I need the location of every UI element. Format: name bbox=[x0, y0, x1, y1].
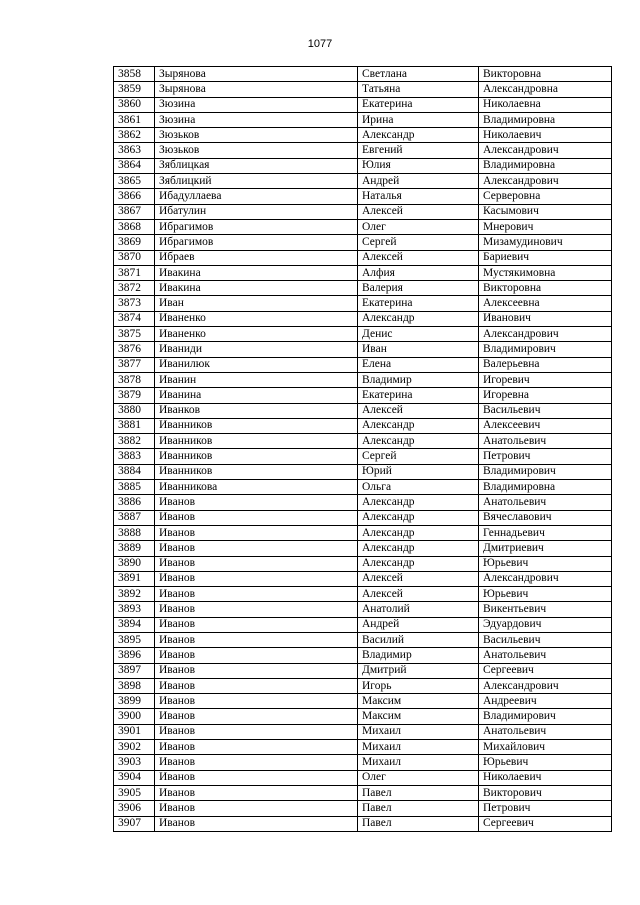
table-row bbox=[114, 495, 612, 510]
row-number-cell: 3890 bbox=[114, 556, 155, 571]
table-row bbox=[114, 357, 612, 372]
last-name-cell: Иванов bbox=[155, 785, 358, 800]
patronymic-cell: Игоревна bbox=[479, 388, 612, 403]
first-name-cell: Сергей bbox=[358, 449, 479, 464]
patronymic-cell: Алексеевна bbox=[479, 296, 612, 311]
patronymic-cell: Анатольевич bbox=[479, 495, 612, 510]
table-row bbox=[114, 158, 612, 173]
last-name-cell: Иванников bbox=[155, 418, 358, 433]
table-row bbox=[114, 235, 612, 250]
first-name-cell: Евгений bbox=[358, 143, 479, 158]
first-name-cell: Светлана bbox=[358, 67, 479, 82]
last-name-cell: Иванов bbox=[155, 495, 358, 510]
last-name-cell: Зюзьков bbox=[155, 143, 358, 158]
first-name-cell: Александр bbox=[358, 311, 479, 326]
first-name-cell: Павел bbox=[358, 785, 479, 800]
table-row bbox=[114, 464, 612, 479]
table-row bbox=[114, 480, 612, 495]
first-name-cell: Елена bbox=[358, 357, 479, 372]
patronymic-cell: Эдуардович bbox=[479, 617, 612, 632]
patronymic-cell: Анатольевич bbox=[479, 648, 612, 663]
first-name-cell: Алексей bbox=[358, 250, 479, 265]
last-name-cell: Зяблицкая bbox=[155, 158, 358, 173]
table-row bbox=[114, 617, 612, 632]
row-number-cell: 3861 bbox=[114, 112, 155, 127]
last-name-cell: Ибадуллаева bbox=[155, 189, 358, 204]
row-number-cell: 3905 bbox=[114, 785, 155, 800]
table-row bbox=[114, 648, 612, 663]
row-number-cell: 3904 bbox=[114, 770, 155, 785]
table-row bbox=[114, 189, 612, 204]
last-name-cell: Зяблицкий bbox=[155, 174, 358, 189]
first-name-cell: Александр bbox=[358, 128, 479, 143]
last-name-cell: Ибрагимов bbox=[155, 235, 358, 250]
row-number-cell: 3893 bbox=[114, 602, 155, 617]
patronymic-cell: Викторович bbox=[479, 785, 612, 800]
table-row bbox=[114, 525, 612, 540]
patronymic-cell: Владимирович bbox=[479, 342, 612, 357]
patronymic-cell: Петрович bbox=[479, 449, 612, 464]
table-row bbox=[114, 740, 612, 755]
last-name-cell: Зырянова bbox=[155, 82, 358, 97]
patronymic-cell: Бариевич bbox=[479, 250, 612, 265]
last-name-cell: Иванов bbox=[155, 602, 358, 617]
patronymic-cell: Юрьевич bbox=[479, 587, 612, 602]
table-row bbox=[114, 602, 612, 617]
patronymic-cell: Владимировна bbox=[479, 158, 612, 173]
last-name-cell: Иванов bbox=[155, 587, 358, 602]
patronymic-cell: Александрович bbox=[479, 327, 612, 342]
last-name-cell: Иванников bbox=[155, 464, 358, 479]
name-table-body bbox=[114, 67, 612, 832]
last-name-cell: Иванов bbox=[155, 740, 358, 755]
row-number-cell: 3895 bbox=[114, 632, 155, 647]
row-number-cell: 3870 bbox=[114, 250, 155, 265]
last-name-cell: Иванин bbox=[155, 372, 358, 387]
table-row bbox=[114, 372, 612, 387]
table-row bbox=[114, 311, 612, 326]
row-number-cell: 3875 bbox=[114, 327, 155, 342]
first-name-cell: Алексей bbox=[358, 571, 479, 586]
row-number-cell: 3874 bbox=[114, 311, 155, 326]
patronymic-cell: Васильевич bbox=[479, 632, 612, 647]
last-name-cell: Зюзина bbox=[155, 97, 358, 112]
row-number-cell: 3858 bbox=[114, 67, 155, 82]
first-name-cell: Валерия bbox=[358, 281, 479, 296]
first-name-cell: Екатерина bbox=[358, 97, 479, 112]
first-name-cell: Игорь bbox=[358, 678, 479, 693]
row-number-cell: 3889 bbox=[114, 541, 155, 556]
table-row bbox=[114, 785, 612, 800]
table-row bbox=[114, 342, 612, 357]
first-name-cell: Михаил bbox=[358, 724, 479, 739]
first-name-cell: Владимир bbox=[358, 372, 479, 387]
first-name-cell: Алексей bbox=[358, 204, 479, 219]
row-number-cell: 3886 bbox=[114, 495, 155, 510]
last-name-cell: Иванов bbox=[155, 755, 358, 770]
row-number-cell: 3863 bbox=[114, 143, 155, 158]
last-name-cell: Ибраев bbox=[155, 250, 358, 265]
patronymic-cell: Александрович bbox=[479, 174, 612, 189]
table-row bbox=[114, 265, 612, 280]
last-name-cell: Иванов bbox=[155, 510, 358, 525]
table-row bbox=[114, 541, 612, 556]
table-row bbox=[114, 204, 612, 219]
first-name-cell: Татьяна bbox=[358, 82, 479, 97]
row-number-cell: 3901 bbox=[114, 724, 155, 739]
table-row bbox=[114, 219, 612, 234]
table-row bbox=[114, 449, 612, 464]
patronymic-cell: Дмитриевич bbox=[479, 541, 612, 556]
row-number-cell: 3865 bbox=[114, 174, 155, 189]
last-name-cell: Ивакина bbox=[155, 265, 358, 280]
first-name-cell: Екатерина bbox=[358, 388, 479, 403]
table-row bbox=[114, 709, 612, 724]
patronymic-cell: Николаевич bbox=[479, 770, 612, 785]
patronymic-cell: Юрьевич bbox=[479, 755, 612, 770]
patronymic-cell: Александровна bbox=[479, 82, 612, 97]
patronymic-cell: Михайлович bbox=[479, 740, 612, 755]
last-name-cell: Иванов bbox=[155, 556, 358, 571]
first-name-cell: Александр bbox=[358, 525, 479, 540]
table-row bbox=[114, 571, 612, 586]
patronymic-cell: Игоревич bbox=[479, 372, 612, 387]
first-name-cell: Ольга bbox=[358, 480, 479, 495]
row-number-cell: 3894 bbox=[114, 617, 155, 632]
table-row bbox=[114, 510, 612, 525]
last-name-cell: Иванов bbox=[155, 816, 358, 831]
table-row bbox=[114, 97, 612, 112]
patronymic-cell: Иванович bbox=[479, 311, 612, 326]
row-number-cell: 3859 bbox=[114, 82, 155, 97]
patronymic-cell: Васильевич bbox=[479, 403, 612, 418]
last-name-cell: Иванов bbox=[155, 724, 358, 739]
row-number-cell: 3869 bbox=[114, 235, 155, 250]
first-name-cell: Михаил bbox=[358, 755, 479, 770]
patronymic-cell: Александрович bbox=[479, 678, 612, 693]
row-number-cell: 3892 bbox=[114, 587, 155, 602]
patronymic-cell: Мустякимовна bbox=[479, 265, 612, 280]
row-number-cell: 3896 bbox=[114, 648, 155, 663]
patronymic-cell: Алексеевич bbox=[479, 418, 612, 433]
table-row bbox=[114, 587, 612, 602]
last-name-cell: Иванов bbox=[155, 648, 358, 663]
patronymic-cell: Валерьевна bbox=[479, 357, 612, 372]
last-name-cell: Иванов bbox=[155, 694, 358, 709]
first-name-cell: Олег bbox=[358, 219, 479, 234]
last-name-cell: Иванов bbox=[155, 541, 358, 556]
patronymic-cell: Касымович bbox=[479, 204, 612, 219]
patronymic-cell: Викентьевич bbox=[479, 602, 612, 617]
row-number-cell: 3906 bbox=[114, 801, 155, 816]
table-row bbox=[114, 755, 612, 770]
first-name-cell: Наталья bbox=[358, 189, 479, 204]
row-number-cell: 3862 bbox=[114, 128, 155, 143]
last-name-cell: Иванов bbox=[155, 617, 358, 632]
table-row bbox=[114, 694, 612, 709]
first-name-cell: Ирина bbox=[358, 112, 479, 127]
row-number-cell: 3866 bbox=[114, 189, 155, 204]
patronymic-cell: Юрьевич bbox=[479, 556, 612, 571]
last-name-cell: Иванков bbox=[155, 403, 358, 418]
first-name-cell: Юлия bbox=[358, 158, 479, 173]
first-name-cell: Сергей bbox=[358, 235, 479, 250]
patronymic-cell: Сергеевич bbox=[479, 663, 612, 678]
table-row bbox=[114, 556, 612, 571]
table-row bbox=[114, 327, 612, 342]
row-number-cell: 3885 bbox=[114, 480, 155, 495]
first-name-cell: Александр bbox=[358, 556, 479, 571]
first-name-cell: Александр bbox=[358, 510, 479, 525]
table-row bbox=[114, 724, 612, 739]
patronymic-cell: Анатольевич bbox=[479, 434, 612, 449]
last-name-cell: Иваниди bbox=[155, 342, 358, 357]
first-name-cell: Андрей bbox=[358, 174, 479, 189]
last-name-cell: Иванина bbox=[155, 388, 358, 403]
row-number-cell: 3880 bbox=[114, 403, 155, 418]
table-row bbox=[114, 143, 612, 158]
last-name-cell: Ибатулин bbox=[155, 204, 358, 219]
last-name-cell: Иванов bbox=[155, 663, 358, 678]
patronymic-cell: Петрович bbox=[479, 801, 612, 816]
first-name-cell: Анатолий bbox=[358, 602, 479, 617]
patronymic-cell: Александрович bbox=[479, 571, 612, 586]
patronymic-cell: Николаевич bbox=[479, 128, 612, 143]
table-row bbox=[114, 403, 612, 418]
last-name-cell: Ибрагимов bbox=[155, 219, 358, 234]
first-name-cell: Дмитрий bbox=[358, 663, 479, 678]
last-name-cell: Иваненко bbox=[155, 311, 358, 326]
row-number-cell: 3887 bbox=[114, 510, 155, 525]
row-number-cell: 3882 bbox=[114, 434, 155, 449]
first-name-cell: Иван bbox=[358, 342, 479, 357]
first-name-cell: Александр bbox=[358, 495, 479, 510]
table-row bbox=[114, 250, 612, 265]
row-number-cell: 3883 bbox=[114, 449, 155, 464]
row-number-cell: 3872 bbox=[114, 281, 155, 296]
table-row bbox=[114, 678, 612, 693]
name-table bbox=[113, 66, 612, 832]
last-name-cell: Иванников bbox=[155, 434, 358, 449]
first-name-cell: Андрей bbox=[358, 617, 479, 632]
row-number-cell: 3879 bbox=[114, 388, 155, 403]
patronymic-cell: Николаевна bbox=[479, 97, 612, 112]
first-name-cell: Максим bbox=[358, 709, 479, 724]
first-name-cell: Екатерина bbox=[358, 296, 479, 311]
row-number-cell: 3903 bbox=[114, 755, 155, 770]
patronymic-cell: Андреевич bbox=[479, 694, 612, 709]
row-number-cell: 3871 bbox=[114, 265, 155, 280]
table-row bbox=[114, 128, 612, 143]
last-name-cell: Иванов bbox=[155, 678, 358, 693]
last-name-cell: Иванов bbox=[155, 709, 358, 724]
row-number-cell: 3860 bbox=[114, 97, 155, 112]
last-name-cell: Иваненко bbox=[155, 327, 358, 342]
row-number-cell: 3907 bbox=[114, 816, 155, 831]
table-row bbox=[114, 418, 612, 433]
last-name-cell: Иванников bbox=[155, 449, 358, 464]
table-row bbox=[114, 770, 612, 785]
row-number-cell: 3877 bbox=[114, 357, 155, 372]
last-name-cell: Иванникова bbox=[155, 480, 358, 495]
patronymic-cell: Серверовна bbox=[479, 189, 612, 204]
first-name-cell: Александр bbox=[358, 541, 479, 556]
first-name-cell: Василий bbox=[358, 632, 479, 647]
last-name-cell: Иванов bbox=[155, 770, 358, 785]
row-number-cell: 3868 bbox=[114, 219, 155, 234]
first-name-cell: Алексей bbox=[358, 587, 479, 602]
table-row bbox=[114, 388, 612, 403]
row-number-cell: 3867 bbox=[114, 204, 155, 219]
table-row bbox=[114, 296, 612, 311]
last-name-cell: Зюзьков bbox=[155, 128, 358, 143]
row-number-cell: 3884 bbox=[114, 464, 155, 479]
last-name-cell: Иванов bbox=[155, 632, 358, 647]
row-number-cell: 3898 bbox=[114, 678, 155, 693]
patronymic-cell: Владимирович bbox=[479, 464, 612, 479]
row-number-cell: 3897 bbox=[114, 663, 155, 678]
last-name-cell: Зюзина bbox=[155, 112, 358, 127]
row-number-cell: 3876 bbox=[114, 342, 155, 357]
table-row bbox=[114, 434, 612, 449]
row-number-cell: 3891 bbox=[114, 571, 155, 586]
table-row bbox=[114, 816, 612, 831]
first-name-cell: Александр bbox=[358, 418, 479, 433]
row-number-cell: 3888 bbox=[114, 525, 155, 540]
last-name-cell: Ивакина bbox=[155, 281, 358, 296]
patronymic-cell: Мнерович bbox=[479, 219, 612, 234]
last-name-cell: Иванов bbox=[155, 801, 358, 816]
table-row bbox=[114, 281, 612, 296]
row-number-cell: 3900 bbox=[114, 709, 155, 724]
last-name-cell: Иван bbox=[155, 296, 358, 311]
table-row bbox=[114, 632, 612, 647]
first-name-cell: Максим bbox=[358, 694, 479, 709]
table-row bbox=[114, 112, 612, 127]
table-row bbox=[114, 174, 612, 189]
first-name-cell: Павел bbox=[358, 816, 479, 831]
patronymic-cell: Мизамудинович bbox=[479, 235, 612, 250]
last-name-cell: Иванов bbox=[155, 525, 358, 540]
row-number-cell: 3878 bbox=[114, 372, 155, 387]
page-number: 1077 bbox=[307, 38, 333, 50]
patronymic-cell: Владимировна bbox=[479, 480, 612, 495]
patronymic-cell: Вячеславович bbox=[479, 510, 612, 525]
patronymic-cell: Геннадьевич bbox=[479, 525, 612, 540]
table-row bbox=[114, 82, 612, 97]
last-name-cell: Иванилюк bbox=[155, 357, 358, 372]
patronymic-cell: Владимировна bbox=[479, 112, 612, 127]
patronymic-cell: Викторовна bbox=[479, 67, 612, 82]
table-row bbox=[114, 67, 612, 82]
patronymic-cell: Викторовна bbox=[479, 281, 612, 296]
last-name-cell: Зырянова bbox=[155, 67, 358, 82]
row-number-cell: 3899 bbox=[114, 694, 155, 709]
first-name-cell: Алексей bbox=[358, 403, 479, 418]
patronymic-cell: Александрович bbox=[479, 143, 612, 158]
first-name-cell: Михаил bbox=[358, 740, 479, 755]
table-row bbox=[114, 663, 612, 678]
first-name-cell: Александр bbox=[358, 434, 479, 449]
patronymic-cell: Сергеевич bbox=[479, 816, 612, 831]
patronymic-cell: Анатольевич bbox=[479, 724, 612, 739]
last-name-cell: Иванов bbox=[155, 571, 358, 586]
row-number-cell: 3873 bbox=[114, 296, 155, 311]
first-name-cell: Олег bbox=[358, 770, 479, 785]
row-number-cell: 3881 bbox=[114, 418, 155, 433]
first-name-cell: Юрий bbox=[358, 464, 479, 479]
first-name-cell: Павел bbox=[358, 801, 479, 816]
row-number-cell: 3902 bbox=[114, 740, 155, 755]
first-name-cell: Денис bbox=[358, 327, 479, 342]
patronymic-cell: Владимирович bbox=[479, 709, 612, 724]
row-number-cell: 3864 bbox=[114, 158, 155, 173]
first-name-cell: Алфия bbox=[358, 265, 479, 280]
first-name-cell: Владимир bbox=[358, 648, 479, 663]
table-row bbox=[114, 801, 612, 816]
